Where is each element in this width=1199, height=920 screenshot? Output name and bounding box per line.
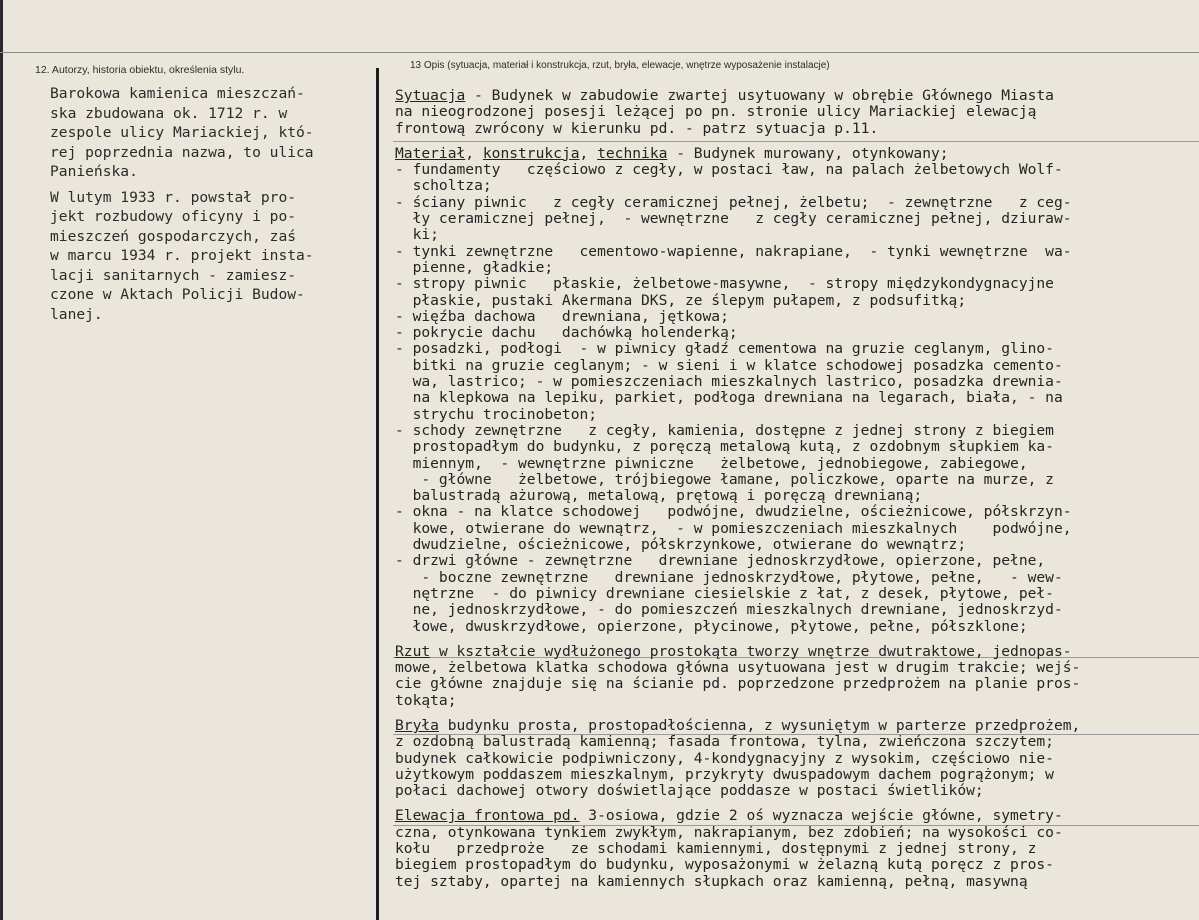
- history-line: ska zbudowana ok. 1712 r. w: [50, 104, 288, 122]
- desc-line: z ozdobną balustradą kamienną; fasada frontowa, tylna, zwieńczona szczytem;: [395, 733, 1054, 751]
- desc-line: balustradą ażurową, metalową, prętową i poręczą drewnianą;: [395, 487, 923, 505]
- desc-line: - ściany piwnic z cegły ceramicznej pełnej, żelbetu; - zewnętrzne z ceg-: [395, 193, 1072, 211]
- section-heading: Materiał: [395, 144, 466, 162]
- section-heading: Sytuacja: [395, 87, 466, 104]
- desc-line: - schody zewnętrzne z cegły, kamienia, dostępne z jednej strony z biegiem: [395, 421, 1054, 439]
- desc-line: - okna - na klatce schodowej podwójne, dwudzielne, ościeżnicowe, półskrzyn-: [395, 503, 1072, 521]
- desc-line: cie główne znajduje się na ścianie pd. poprzedzone przedprożem na planie pros-: [395, 675, 1081, 693]
- history-paragraph-1: [50, 84, 370, 182]
- desc-line: strychu trocinobeton;: [395, 405, 598, 423]
- desc-line: kołu przedproże ze schodami kamiennymi, dostępnymi z jednej strony, z: [395, 840, 1037, 858]
- desc-line: frontową zwrócony w kierunku pd. - patrz sytuacja p.11.: [395, 119, 879, 137]
- section-heading: Rzut: [395, 642, 431, 660]
- history-line: Panieńska.: [50, 163, 138, 180]
- desc-line: ły ceramicznej pełnej, - wewnętrzne z cegły ceramicznej pełnej, dziuraw-: [395, 210, 1072, 228]
- history-line: W lutym 1933 r. powstał pro-: [50, 188, 297, 206]
- section-heading: technika: [597, 144, 668, 162]
- desc-line: miennym, - wewnętrzne piwniczne żelbetowe, jednobiegowe, zabiegowe,: [395, 454, 1028, 472]
- section-heading: Bryła: [395, 716, 439, 734]
- desc-line: tej sztaby, opartej na kamiennych słupkach oraz kamienną, pełną, masywną: [395, 872, 1028, 890]
- desc-line: łowe, dwuskrzydłowe, opierzone, płycinowe, płytowe, pełne, półszklone;: [395, 617, 1028, 635]
- desc-line: połaci dachowej otwory doświetlające poddasze w postaci świetlików;: [395, 782, 984, 800]
- desc-line: - tynki zewnętrzne cementowo-wapienne, nakrapiane, - tynki wewnętrzne wa-: [395, 242, 1072, 260]
- desc-line: - fundamenty częściowo z cegły, w postaci ław, na palach żelbetowych Wolf-: [395, 161, 1063, 179]
- desc-line: czna, otynkowana tynkiem zwykłym, nakrapianym, bez zdobień; na wysokości co-: [395, 823, 1063, 841]
- desc-line: na nieogrodzonej posesji leżącej po pn. stronie ulicy Mariackiej elewacją: [395, 103, 1037, 121]
- history-line: mieszczeń gospodarczych, zaś: [50, 227, 297, 245]
- desc-line: pienne, gładkie;: [395, 258, 554, 276]
- desc-line: Elewacja frontowa pd. 3-osiowa, gdzie 2 oś wyznacza wejście główne, symetry-: [395, 807, 1063, 825]
- desc-line: prostopadłym do budynku, z poręczą metalową kutą, z ozdobnym słupkiem ka-: [395, 438, 1054, 456]
- desc-line: budynek całkowicie podpiwniczony, 4-kondygnacyjny z wysokim, częściowo nie-: [395, 749, 1054, 767]
- column-divider: [376, 68, 379, 920]
- history-line: czone w Aktach Policji Budow-: [50, 286, 305, 303]
- section-elewacja: [395, 808, 1195, 889]
- description-column: [395, 88, 1195, 890]
- section-rzut: [395, 644, 1195, 709]
- desc-line: Rzut w kształcie wydłużonego prostokąta tworzy wnętrze dwutraktowe, jednopas-: [395, 642, 1072, 660]
- section-material: [395, 146, 1195, 635]
- desc-line: - stropy piwnic płaskie, żelbetowe-masywne, - stropy międzykondygnacyjne: [395, 275, 1054, 293]
- desc-line: na klepkowa na lepiku, parkiet, podłoga drewniana na legarach, biała, - na: [395, 389, 1063, 407]
- section-13-header: 13 Opis (sytuacja, materiał i konstrukcja, rzut, bryła, elewacje, wnętrze wyposażenie instalacje): [410, 60, 830, 71]
- history-paragraph-2: [50, 188, 370, 325]
- desc-line: mowe, żelbetowa klatka schodowa główna usytuowana jest w drugim trakcie; wejś-: [395, 659, 1081, 677]
- desc-line: - drzwi główne - zewnętrzne drewniane jednoskrzydłowe, opierzone, pełne,: [395, 552, 1046, 570]
- desc-line: Bryła budynku prosta, prostopadłościenna, z wysuniętym w parterze przedprożem,: [395, 716, 1081, 734]
- desc-line: Sytuacja - Budynek w zabudowie zwartej usytuowany w obrębie Głównego Miasta: [395, 87, 1054, 104]
- desc-line: płaskie, pustaki Akermana DKS, ze ślepym pułapem, z podsufitką;: [395, 291, 967, 309]
- desc-line: nętrzne - do piwnicy drewniane ciesielskie z łat, z desek, płytowe, peł-: [395, 584, 1054, 602]
- section-sytuacja: [395, 88, 1195, 137]
- history-line: Barokowa kamienica mieszczań-: [50, 85, 305, 102]
- section-heading: Elewacja frontowa pd.: [395, 807, 580, 825]
- history-column: [50, 84, 370, 330]
- desc-line: wa, lastrico; - w pomieszczeniach mieszkalnych lastrico, posadzka drewnia-: [395, 373, 1063, 391]
- history-line: jekt rozbudowy oficyny i po-: [50, 208, 297, 225]
- desc-line: scholtza;: [395, 177, 492, 195]
- desc-line: ne, jednoskrzydłowe, - do pomieszczeń mieszkalnych drewniane, jednoskrzyd-: [395, 601, 1063, 619]
- desc-line: - posadzki, podłogi - w piwnicy gładź cementowa na gruzie ceglanym, glino-: [395, 340, 1054, 358]
- desc-line: - główne żelbetowe, trójbiegowe łamane, policzkowe, oparte na murze, z: [395, 470, 1054, 488]
- page-left-edge: [0, 0, 3, 920]
- desc-line: bitki na gruzie ceglanym; - w sieni i w klatce schodowej posadzka cemento-: [395, 356, 1063, 374]
- desc-line: Materiał, konstrukcja, technika - Budynek murowany, otynkowany;: [395, 144, 949, 162]
- history-line: lacji sanitarnych - zamiesz-: [50, 266, 297, 284]
- desc-line: - więźba dachowa drewniana, jętkowa;: [395, 307, 729, 325]
- desc-line: - boczne zewnętrzne drewniane jednoskrzydłowe, płytowe, pełne, - wew-: [395, 568, 1063, 586]
- desc-line: ki;: [395, 226, 439, 244]
- history-line: zespole ulicy Mariackiej, któ-: [50, 124, 314, 141]
- history-line: w marcu 1934 r. projekt insta-: [50, 247, 314, 264]
- history-line: rej poprzednia nazwa, to ulica: [50, 143, 314, 161]
- desc-line: biegiem prostopadłym do budynku, wyposażonymi w żelazną kutą poręcz z pros-: [395, 856, 1054, 874]
- desc-line: tokąta;: [395, 691, 457, 709]
- history-line: lanej.: [50, 305, 103, 323]
- desc-line: kowe, otwierane do wewnątrz, - w pomieszczeniach mieszkalnych podwójne,: [395, 519, 1072, 537]
- form-top-rule: [0, 52, 1199, 53]
- section-bryla: [395, 718, 1195, 799]
- section-heading: konstrukcja: [482, 144, 580, 162]
- desc-line: użytkowym poddaszem mieszkalnym, przykryty dwuspadowym dachem pogrążonym; w: [395, 765, 1054, 783]
- desc-line: dwudzielne, ościeżnicowe, półskrzynkowe, otwierane do wewnątrz;: [395, 536, 967, 554]
- desc-line: - pokrycie dachu dachówką holenderką;: [395, 324, 738, 342]
- section-12-header: 12. Autorzy, historia obiektu, określenia stylu.: [35, 64, 245, 76]
